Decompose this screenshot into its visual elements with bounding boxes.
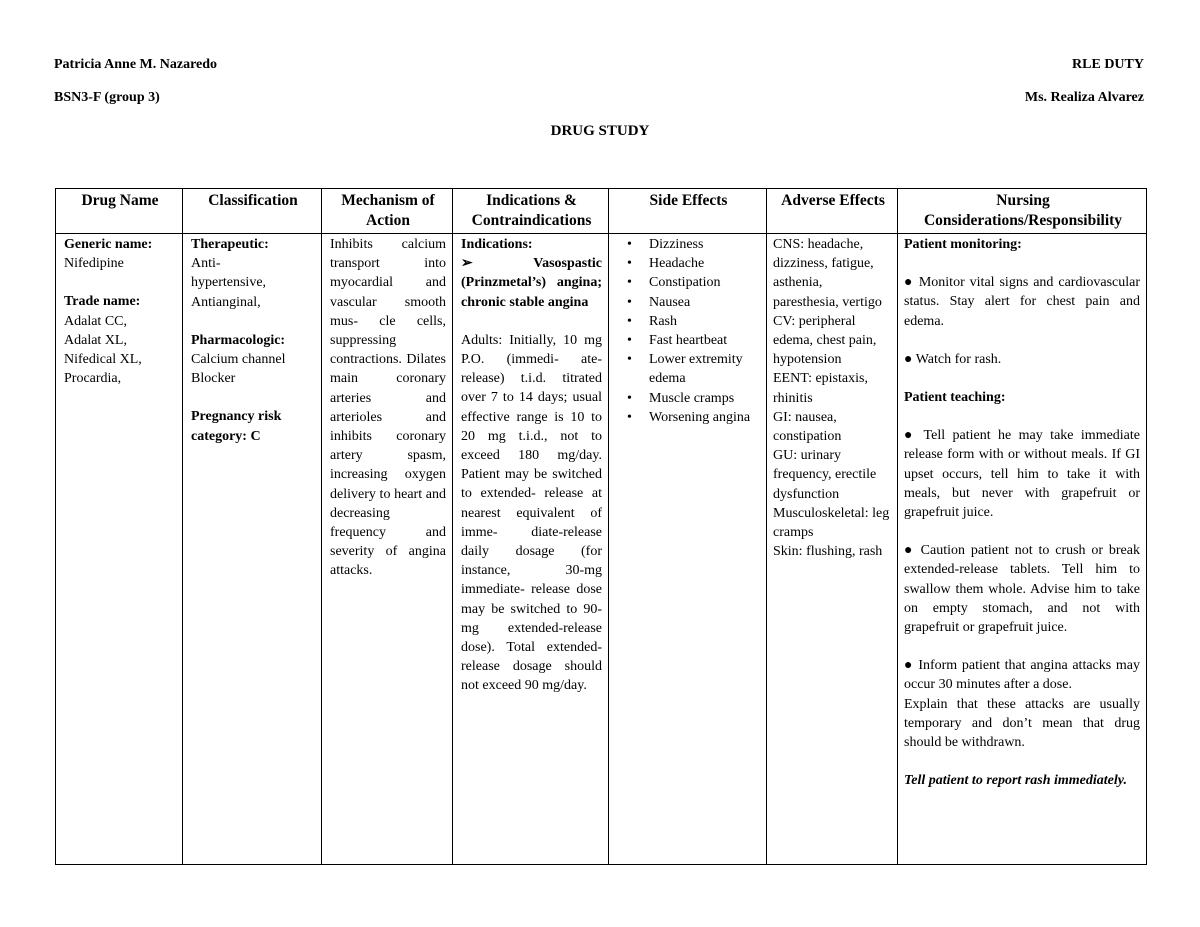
- list-item: • Lower extremity edema: [649, 350, 760, 388]
- drug-name-cell: [56, 234, 183, 865]
- list-item: • Dizziness: [649, 235, 760, 254]
- generic-name-label: Generic name:: [64, 237, 153, 252]
- teaching-extra: Explain that these attacks are usually temporary and don’t mean that drug should be withdrawn.: [904, 696, 1140, 751]
- classification-cell: [183, 234, 322, 865]
- col-header-classification: Classification: [183, 189, 322, 234]
- teaching-item: ● Caution patient not to crush or break extended-release tablets. Tell him to swallow them whole. Advise him to take on empty stomach, and not with grapefruit or grapefruit juice.: [904, 543, 1140, 636]
- list-item: • Constipation: [649, 273, 760, 292]
- list-item: • Headache: [649, 254, 760, 273]
- col-header-nursing: Nursing Considerations/Responsibility: [898, 189, 1147, 234]
- side-effects-list: [619, 235, 760, 427]
- indications-cell: [453, 234, 609, 865]
- generic-name-value: Nifedipine: [64, 256, 124, 272]
- dosage-text: Adults: Initially, 10 mg P.O. (immedi- ate-release) t.i.d. titrated over 7 to 14 days; usual effective range is 10 to 20 mg t.i.d., not to exceed 180 mg/day. Patient may be switched to extended- release at nearest equivalent of imme- diate-release daily dosage (for instance, 30-mg immediate- release dose may be switched to 90-mg extended-release dose). Total extended-release dosage should not exceed 90 mg/day.: [461, 332, 602, 694]
- indication-conditions: [461, 254, 602, 312]
- trade-name-value: Nifedical XL,: [64, 352, 142, 368]
- monitoring-label: Patient monitoring:: [904, 237, 1022, 252]
- therapeutic-value: Anti-: [191, 256, 221, 272]
- col-header-side-effects: Side Effects: [609, 189, 767, 234]
- pregnancy-category: Pregnancy risk category: C: [191, 409, 282, 444]
- col-header-indications: Indications & Contraindications: [453, 189, 609, 234]
- list-item: • Muscle cramps: [649, 389, 760, 408]
- adverse-effect-item: Musculoskeletal: leg cramps: [773, 505, 890, 541]
- adverse-effect-item: EENT: epistaxis, rhinitis: [773, 371, 868, 406]
- trade-name-value: Procardia,: [64, 371, 122, 387]
- trade-name-value: Adalat XL,: [64, 332, 127, 348]
- list-item: • Rash: [649, 312, 760, 331]
- student-name: Patricia Anne M. Nazaredo: [54, 57, 218, 72]
- therapeutic-value: hypertensive,: [191, 275, 267, 291]
- nursing-cell: [898, 234, 1147, 865]
- col-header-drug-name: Drug Name: [56, 189, 183, 234]
- trade-name-value: Adalat CC,: [64, 313, 127, 329]
- mechanism-cell: [322, 234, 453, 865]
- list-item: • Worsening angina: [649, 408, 760, 427]
- adverse-effect-item: Skin: flushing, rash: [773, 544, 883, 560]
- clinical-instructor: Ms. Realiza Alvarez: [1024, 90, 1144, 105]
- col-header-mechanism: Mechanism of Action: [322, 189, 453, 234]
- side-effects-cell: [609, 234, 767, 865]
- adverse-effect-item: CNS: headache, dizziness, fatigue, asthenia, paresthesia, vertigo: [773, 237, 882, 310]
- indication-conditions-text: Vasospastic (Prinzmetal’s) angina; chronic stable angina: [461, 256, 602, 310]
- trade-name-label: Trade name:: [64, 294, 141, 310]
- col-header-adverse-effects: Adverse Effects: [767, 189, 898, 234]
- therapeutic-label: Therapeutic:: [191, 237, 269, 252]
- table-row: [56, 234, 1147, 865]
- therapeutic-value: Antianginal,: [191, 294, 261, 310]
- teaching-item: ● Inform patient that angina attacks may occur 30 minutes after a dose.: [904, 658, 1140, 693]
- mechanism-text: Inhibits calcium transport into myocardial and vascular smooth mus- cle cells, suppressing contractions. Dilates main coronary arteries and arterioles and inhibits coronary artery spasm, increasing oxygen delivery to heart and decreasing frequency and severity of angina attacks.: [330, 237, 446, 579]
- document-title: DRUG STUDY: [550, 123, 650, 139]
- teaching-label: Patient teaching:: [904, 390, 1006, 406]
- adverse-effect-item: GU: urinary frequency, erectile dysfunction: [773, 448, 877, 502]
- list-item: • Nausea: [649, 293, 760, 312]
- duty-label: RLE DUTY: [1072, 57, 1144, 72]
- adverse-effect-item: GI: nausea, constipation: [773, 409, 842, 445]
- teaching-item: ● Tell patient he may take immediate release form with or without meals. If GI upset occurs, tell him to take it with meals, but never with grapefruit or grapefruit juice.: [904, 428, 1140, 521]
- monitoring-item: ● Watch for rash.: [904, 351, 1002, 367]
- pharmacologic-label: Pharmacologic:: [191, 332, 286, 348]
- adverse-effect-item: CV: peripheral edema, chest pain, hypotension: [773, 313, 877, 368]
- list-item: • Fast heartbeat: [649, 331, 760, 350]
- indications-label: Indications:: [461, 237, 533, 252]
- student-section: BSN3-F (group 3): [54, 90, 160, 105]
- pharmacologic-value: Calcium channel Blocker: [191, 352, 286, 387]
- final-note: Tell patient to report rash immediately.: [904, 773, 1127, 789]
- adverse-effects-cell: [767, 234, 898, 865]
- drug-study-table: [55, 188, 1147, 865]
- arrow-bullet-icon: ➢: [461, 256, 473, 272]
- table-header-row: [56, 189, 1147, 234]
- monitoring-item: ● Monitor vital signs and cardiovascular status. Stay alert for chest pain and edema.: [904, 275, 1140, 329]
